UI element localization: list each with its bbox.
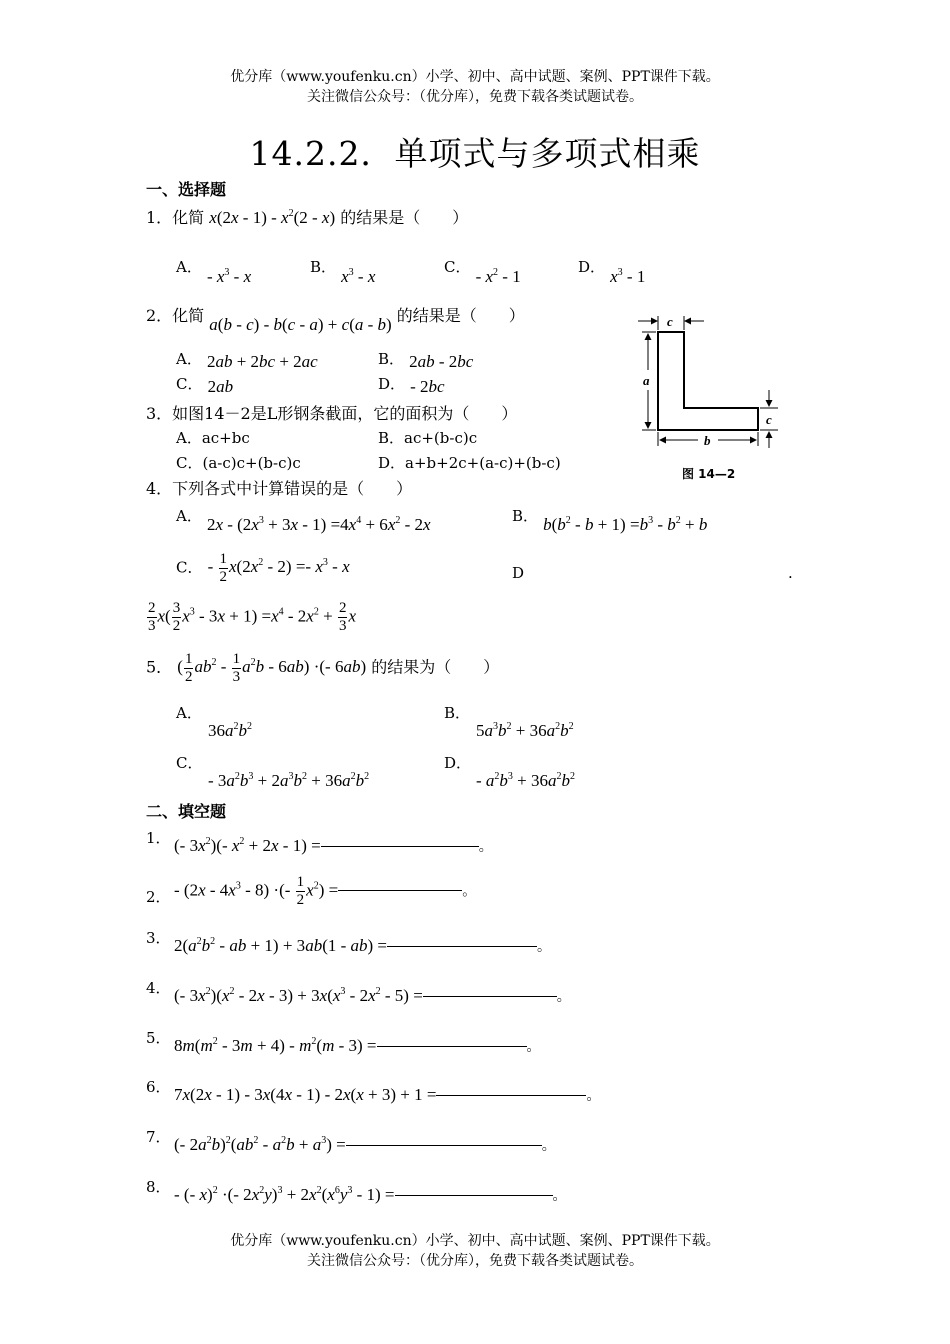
option-expression: $b(b^2 - b + 1) =b^3 - b^2 + b$ [543, 515, 708, 534]
option-expression: - $a^2b^3 + 36a^2b^2$ [476, 771, 576, 790]
option-label: A． [176, 350, 202, 368]
fill-3-number: 3． [146, 929, 171, 947]
q2-option-c[interactable] [176, 373, 233, 394]
option-label: A． [176, 507, 202, 525]
q2-option-b[interactable] [378, 348, 473, 369]
option-label: D． [444, 754, 472, 772]
fill-3-answer-blank[interactable] [387, 946, 537, 947]
q1-prompt [146, 205, 468, 228]
q3-option-b[interactable]: B．ac+(b-c)c [378, 429, 478, 447]
q1-number: 1．化简 [146, 208, 205, 227]
option-label: B． [378, 350, 405, 368]
q4-option-b[interactable] [512, 505, 708, 534]
option-expression: $x^3 - 1$ [610, 267, 646, 286]
option-label: C． [444, 258, 471, 276]
section-fill-blank: 二、填空题 [146, 802, 227, 821]
option-expression: - $3a^2b^3 + 2a^3b^2 + 36a^2b^2$ [208, 771, 370, 790]
q2-option-d[interactable] [378, 373, 445, 394]
option-label: C． [176, 754, 203, 772]
figure-label-a: a [643, 373, 650, 388]
q1-option-a[interactable] [176, 256, 252, 286]
q2-option-a[interactable] [176, 348, 318, 369]
q1-option-b[interactable] [310, 256, 376, 286]
page-title: 14.2.2．单项式与多项式相乘 [249, 134, 701, 173]
q2-prompt [146, 303, 525, 334]
q4-option-a[interactable] [176, 505, 431, 534]
fill-6-expression: 7x(2x - 1) - 3x(4x - 1) - 2x(x + 3) + 1 = 。 [174, 1085, 601, 1104]
figure-label-c-top: c [667, 314, 673, 329]
site-footer-line1: 优分库（www.youfenku.cn）小学、初中、高中试题、案例、PPT课件下载。 [230, 1233, 720, 1249]
option-expression: $2x - (2x^3 + 3x - 1) =4x^4 + 6x^2 - 2x$ [206, 515, 431, 534]
q2-suffix: 的结果是（ ） [396, 306, 525, 325]
fill-1-number: 1． [146, 829, 171, 847]
option-expression: $36a^2b^2$ [208, 721, 252, 740]
option-label: C． [176, 558, 203, 577]
fill-5-answer-blank[interactable] [377, 1046, 527, 1047]
q2-number: 2．化简 [146, 306, 205, 325]
q5-prompt [146, 651, 499, 686]
fill-1-expression: (- $3x^2)(-$ $x^2 + 2x - 1$) = 。 [174, 836, 493, 855]
q2-expression: a(b - c) - b(c - a) + c(a - b) [209, 315, 392, 334]
q5-option-a[interactable] [176, 702, 252, 743]
q1-expression: $x(2x - 1) - x^2(2 - x)$ [209, 208, 336, 227]
option-expression: - $\frac{1}{2}$ $x(2x^2 - 2) =- x^3 - x$ [207, 551, 350, 585]
option-expression: - 2bc [410, 377, 445, 396]
q5-number: 5． [146, 657, 173, 677]
option-expression: $x^3$ - x [341, 267, 376, 286]
q5-expression: ( $\frac{1}{2}$ $ab^2$ - $\frac{1}{3}$ $a^2b - 6ab$) ·(- 6ab) [177, 651, 367, 685]
option-expression: 2ab [207, 377, 234, 396]
q1-option-c[interactable] [444, 256, 521, 286]
fill-5-number: 5． [146, 1029, 171, 1047]
figure-label-b: b [704, 433, 711, 448]
fill-7-number: 7． [146, 1128, 171, 1146]
q3-prompt: 3．如图14－2是L形钢条截面，它的面积为（ ） [146, 404, 518, 423]
option-label: B． [512, 507, 539, 525]
q4-option-d[interactable]: D [512, 564, 525, 582]
fill-4-answer-blank[interactable] [423, 996, 557, 997]
option-label: A． [176, 704, 202, 722]
option-label: A． [176, 258, 202, 276]
fill-5-expression: $8m(m^2 - 3m + 4) - m^2(m - 3)$ = 。 [174, 1036, 541, 1055]
fill-7-expression: (- $2a^2b)^2(ab^2 - a^2b + a^3)$ = 。 [174, 1135, 556, 1154]
figure-label-c-right: c [766, 412, 772, 427]
site-footer-line2: 关注微信公众号：（优分库），免费下载各类试题试卷。 [307, 1253, 643, 1269]
fill-8-answer-blank[interactable] [395, 1195, 553, 1196]
fill-2-answer-blank[interactable] [338, 890, 462, 891]
fill-8-number: 8． [146, 1178, 171, 1196]
q5-suffix: 的结果为（ ） [371, 657, 500, 677]
q4-prompt: 4．下列各式中计算错误的是（ ） [146, 479, 413, 498]
q3-option-c[interactable]: C．(a-c)c+(b-c)c [176, 454, 301, 472]
l-shape-outline [658, 332, 758, 430]
site-header-line2: 关注微信公众号：（优分库），免费下载各类试题试卷。 [307, 89, 643, 105]
fill-7-answer-blank[interactable] [346, 1145, 542, 1146]
q5-option-b[interactable] [444, 702, 574, 743]
option-expression: - $x^3$ - x [206, 267, 252, 286]
section-multiple-choice: 一、选择题 [146, 180, 227, 199]
q1-suffix: 的结果是（ ） [340, 208, 469, 227]
fill-6-number: 6． [146, 1078, 171, 1096]
fill-8-expression: - (- x)$^2$ ·(- $2x^2y)^3 + 2x^2(x^6y^3 - 1)$ = 。 [174, 1185, 567, 1204]
option-label: B． [444, 704, 471, 722]
fill-4-expression: (- $3x^2)(x^2 - 2x - 3) + 3x(x^3 - 2x^2 - 5)$ = 。 [174, 986, 571, 1005]
q5-option-d[interactable] [444, 752, 576, 793]
q4-option-d-expression: $\frac{2}{3}$ x( $\frac{3}{2}$ $x^3 - 3x + 1) =x^4 - 2x^2$ + $\frac{2}{3}$ x [148, 600, 356, 634]
option-label: B． [310, 258, 337, 276]
option-expression: 2ab - 2bc [409, 352, 474, 371]
fill-2-expression: - $(2x - 4x^3 - 8)$ ·(- $\frac{1}{2}$ $x^2$) = 。 [174, 874, 477, 908]
option-expression: $5a^3b^2 + 36a^2b^2$ [476, 721, 574, 740]
fill-2-number: 2． [146, 888, 171, 906]
l-shape-figure [628, 310, 798, 490]
option-label: D． [578, 258, 606, 276]
fill-4-number: 4． [146, 979, 171, 997]
option-label: D． [378, 375, 406, 393]
q3-option-a[interactable]: A．ac+bc [176, 429, 250, 447]
figure-caption: 图 14—2 [682, 467, 736, 481]
q4-option-c[interactable] [176, 551, 350, 586]
fill-1-answer-blank[interactable] [321, 846, 479, 847]
q5-option-c[interactable] [176, 752, 370, 793]
site-header-line1: 优分库（www.youfenku.cn）小学、初中、高中试题、案例、PPT课件下载。 [230, 69, 720, 85]
q1-option-d[interactable] [578, 256, 646, 286]
option-expression: - $x^2 - 1$ [475, 267, 521, 286]
fill-3-expression: $2(a^2b^2$ - ab + 1) + 3ab(1 - ab) = 。 [174, 936, 552, 955]
option-label: C． [176, 375, 203, 393]
q4-option-d-dot: . [788, 564, 793, 582]
option-expression: 2ab + 2bc + 2ac [206, 352, 318, 371]
q3-option-d[interactable]: D．a+b+2c+(a-c)+(b-c) [378, 454, 561, 472]
fill-6-answer-blank[interactable] [436, 1095, 586, 1096]
